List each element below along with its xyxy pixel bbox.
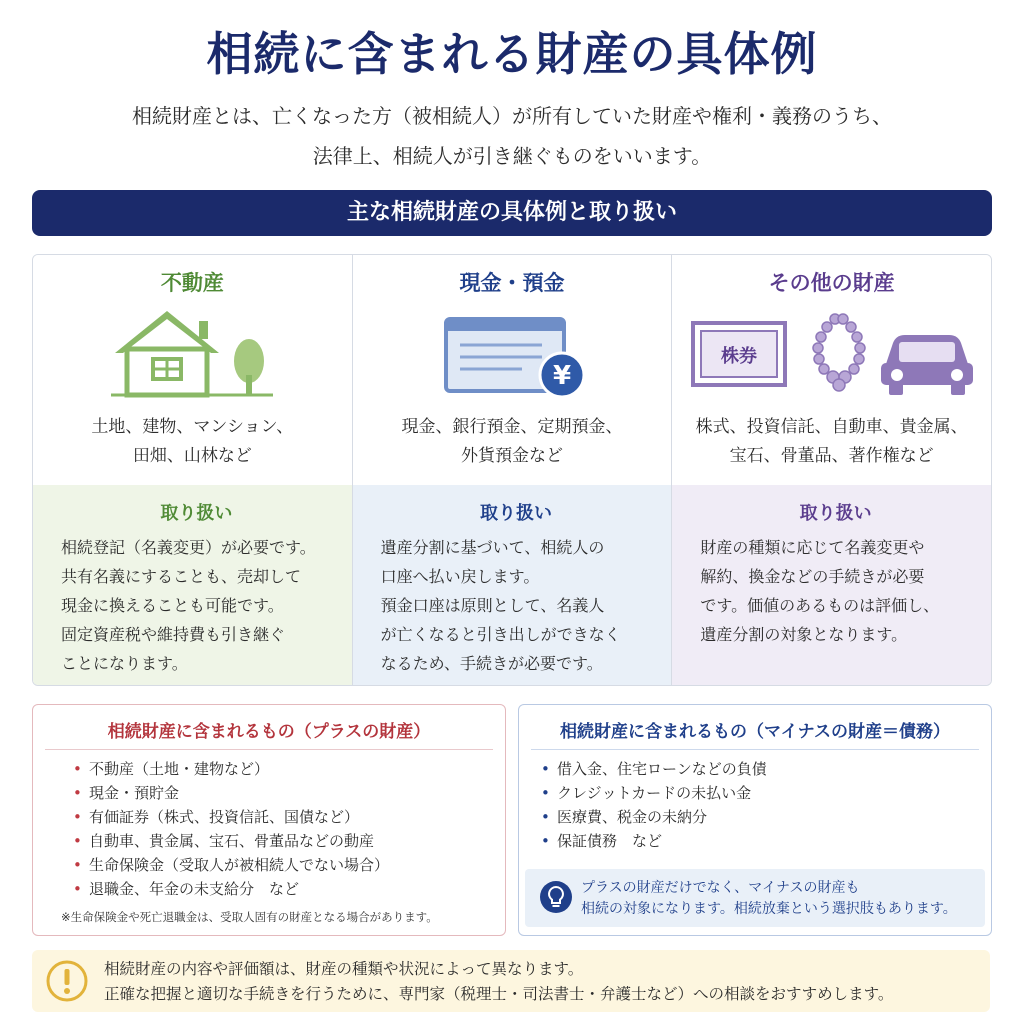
category-other-assets bbox=[672, 255, 991, 685]
bankbook-yen-icon bbox=[353, 305, 672, 401]
footnote: ※生命保険金や死亡退職金は、受取人固有の財産となる場合があります。 bbox=[61, 910, 438, 924]
plus-assets-box bbox=[32, 704, 506, 936]
section-banner: 主な相続財産の具体例と取り扱い bbox=[32, 190, 992, 236]
category-heading: 現金・預金 bbox=[459, 271, 565, 295]
list-item-text: 生命保険金（受取人が被相続人でない場合） bbox=[89, 856, 390, 874]
item-line: 田畑、山林など bbox=[132, 446, 252, 466]
handling-line: 固定資産税や維持費も引き継ぐ bbox=[61, 625, 286, 644]
bullet-icon: • bbox=[541, 808, 550, 826]
tip-panel bbox=[525, 869, 985, 927]
tip-line: プラスの財産だけでなく、マイナスの財産も bbox=[581, 880, 860, 896]
divider bbox=[531, 749, 979, 750]
list-item bbox=[541, 829, 767, 853]
handling-line: が亡くなると引き出しができなく bbox=[380, 625, 621, 644]
list-item bbox=[73, 853, 389, 877]
handling-line: 現金に換えることも可能です。 bbox=[61, 596, 284, 615]
lead-line: 法律上、相続人が引き継ぐものをいいます。 bbox=[312, 144, 712, 168]
bullet-icon: • bbox=[73, 784, 82, 802]
list-item-text: 有価証券（株式、投資信託、国債など） bbox=[89, 808, 360, 826]
item-line: 宝石、骨董品、著作権など bbox=[729, 446, 934, 466]
handling-line: 解約、換金などの手続きが必要 bbox=[700, 567, 925, 586]
category-items bbox=[353, 413, 672, 471]
category-items bbox=[33, 413, 352, 471]
svg-text:¥: ¥ bbox=[552, 361, 572, 391]
item-line: 外貨預金など bbox=[461, 446, 563, 466]
item-line: 株式、投資信託、自動車、貴金属、 bbox=[695, 417, 968, 437]
handling-line: です。価値のあるものは評価し、 bbox=[700, 596, 940, 615]
bullet-icon: • bbox=[73, 856, 82, 874]
handling-line: 遺産分割の対象となります。 bbox=[700, 625, 908, 644]
item-line: 土地、建物、マンション、 bbox=[91, 417, 294, 437]
footer-line: 相続財産の内容や評価額は、財産の種類や状況によって異なります。 bbox=[104, 960, 584, 978]
list-item bbox=[73, 781, 389, 805]
handling-panel bbox=[353, 485, 672, 685]
list-item-text: 借入金、住宅ローンなどの負債 bbox=[557, 760, 767, 778]
list-item-text: 保証債務 など bbox=[557, 832, 663, 850]
tip-text bbox=[581, 878, 957, 920]
bullet-icon: • bbox=[73, 832, 82, 850]
handling-line: 遺産分割に基づいて、相続人の bbox=[380, 538, 605, 557]
handling-line: 口座へ払い戻します。 bbox=[380, 567, 540, 586]
list-item bbox=[541, 757, 767, 781]
house-tree-icon bbox=[33, 305, 352, 401]
handling-line: 共有名義にすることも、売却して bbox=[61, 567, 302, 586]
handling-line: ことになります。 bbox=[61, 654, 188, 673]
footer-line: 正確な把握と適切な手続きを行うために、専門家（税理士・司法書士・弁護士など）への相談をおすすめします。 bbox=[104, 985, 894, 1003]
handling-panel bbox=[33, 485, 352, 685]
list-item-text: 医療費、税金の未納分 bbox=[557, 808, 708, 826]
list-item-text: 不動産（土地・建物など） bbox=[89, 760, 270, 778]
minus-assets-heading: 相続財産に含まれるもの（マイナスの財産＝債務） bbox=[560, 722, 950, 742]
bullet-icon: • bbox=[73, 808, 82, 826]
list-item bbox=[73, 757, 389, 781]
stock-label: 株券 bbox=[720, 346, 757, 367]
handling-line: 相続登記（名義変更）が必要です。 bbox=[61, 538, 316, 557]
advice-footer bbox=[32, 950, 990, 1012]
lead-text bbox=[0, 96, 1024, 176]
list-item-text: 自動車、貴金属、宝石、骨董品などの動産 bbox=[89, 832, 375, 850]
page-title: 相続に含まれる財産の具体例 bbox=[206, 27, 818, 81]
exclamation-icon bbox=[46, 960, 88, 1006]
list-item-text: 現金・預貯金 bbox=[89, 784, 180, 802]
list-item bbox=[541, 781, 767, 805]
tip-line: 相続の対象になります。相続放棄という選択肢もあります。 bbox=[581, 901, 957, 917]
category-real-estate bbox=[33, 255, 353, 685]
category-grid bbox=[32, 254, 992, 686]
category-items bbox=[672, 413, 991, 471]
bullet-icon: • bbox=[541, 832, 550, 850]
handling-title: 取り扱い bbox=[160, 503, 233, 524]
list-item-text: 退職金、年金の未支給分 など bbox=[89, 880, 300, 898]
divider bbox=[45, 749, 493, 750]
bullet-icon: • bbox=[73, 760, 82, 778]
plus-assets-list bbox=[73, 757, 389, 901]
minus-assets-list bbox=[541, 757, 767, 853]
handling-line: 預金口座は原則として、名義人 bbox=[380, 596, 605, 615]
category-heading: 不動産 bbox=[160, 271, 224, 295]
handling-title: 取り扱い bbox=[799, 503, 872, 524]
category-heading: その他の財産 bbox=[768, 271, 895, 295]
bullet-icon: • bbox=[73, 880, 82, 898]
list-item bbox=[73, 877, 389, 901]
list-item bbox=[73, 805, 389, 829]
handling-title: 取り扱い bbox=[480, 503, 552, 524]
handling-line: なるため、手続きが必要です。 bbox=[380, 654, 603, 673]
handling-line: 財産の種類に応じて名義変更や bbox=[700, 538, 925, 557]
plus-assets-heading: 相続財産に含まれるもの（プラスの財産） bbox=[107, 722, 431, 742]
bullet-icon: • bbox=[541, 784, 550, 802]
bullet-icon: • bbox=[541, 760, 550, 778]
minus-assets-box bbox=[518, 704, 992, 936]
list-item bbox=[73, 829, 389, 853]
lead-line: 相続財産とは、亡くなった方（被相続人）が所有していた財産や権利・義務のうち、 bbox=[132, 104, 892, 128]
item-line: 現金、銀行預金、定期預金、 bbox=[401, 417, 623, 437]
stock-pearl-car-icon bbox=[672, 305, 991, 401]
list-item bbox=[541, 805, 767, 829]
footer-text bbox=[104, 957, 893, 1007]
handling-panel bbox=[672, 485, 991, 685]
lightbulb-icon bbox=[539, 880, 573, 918]
list-item-text: クレジットカードの未払い金 bbox=[557, 784, 752, 802]
category-cash-deposits bbox=[353, 255, 673, 685]
